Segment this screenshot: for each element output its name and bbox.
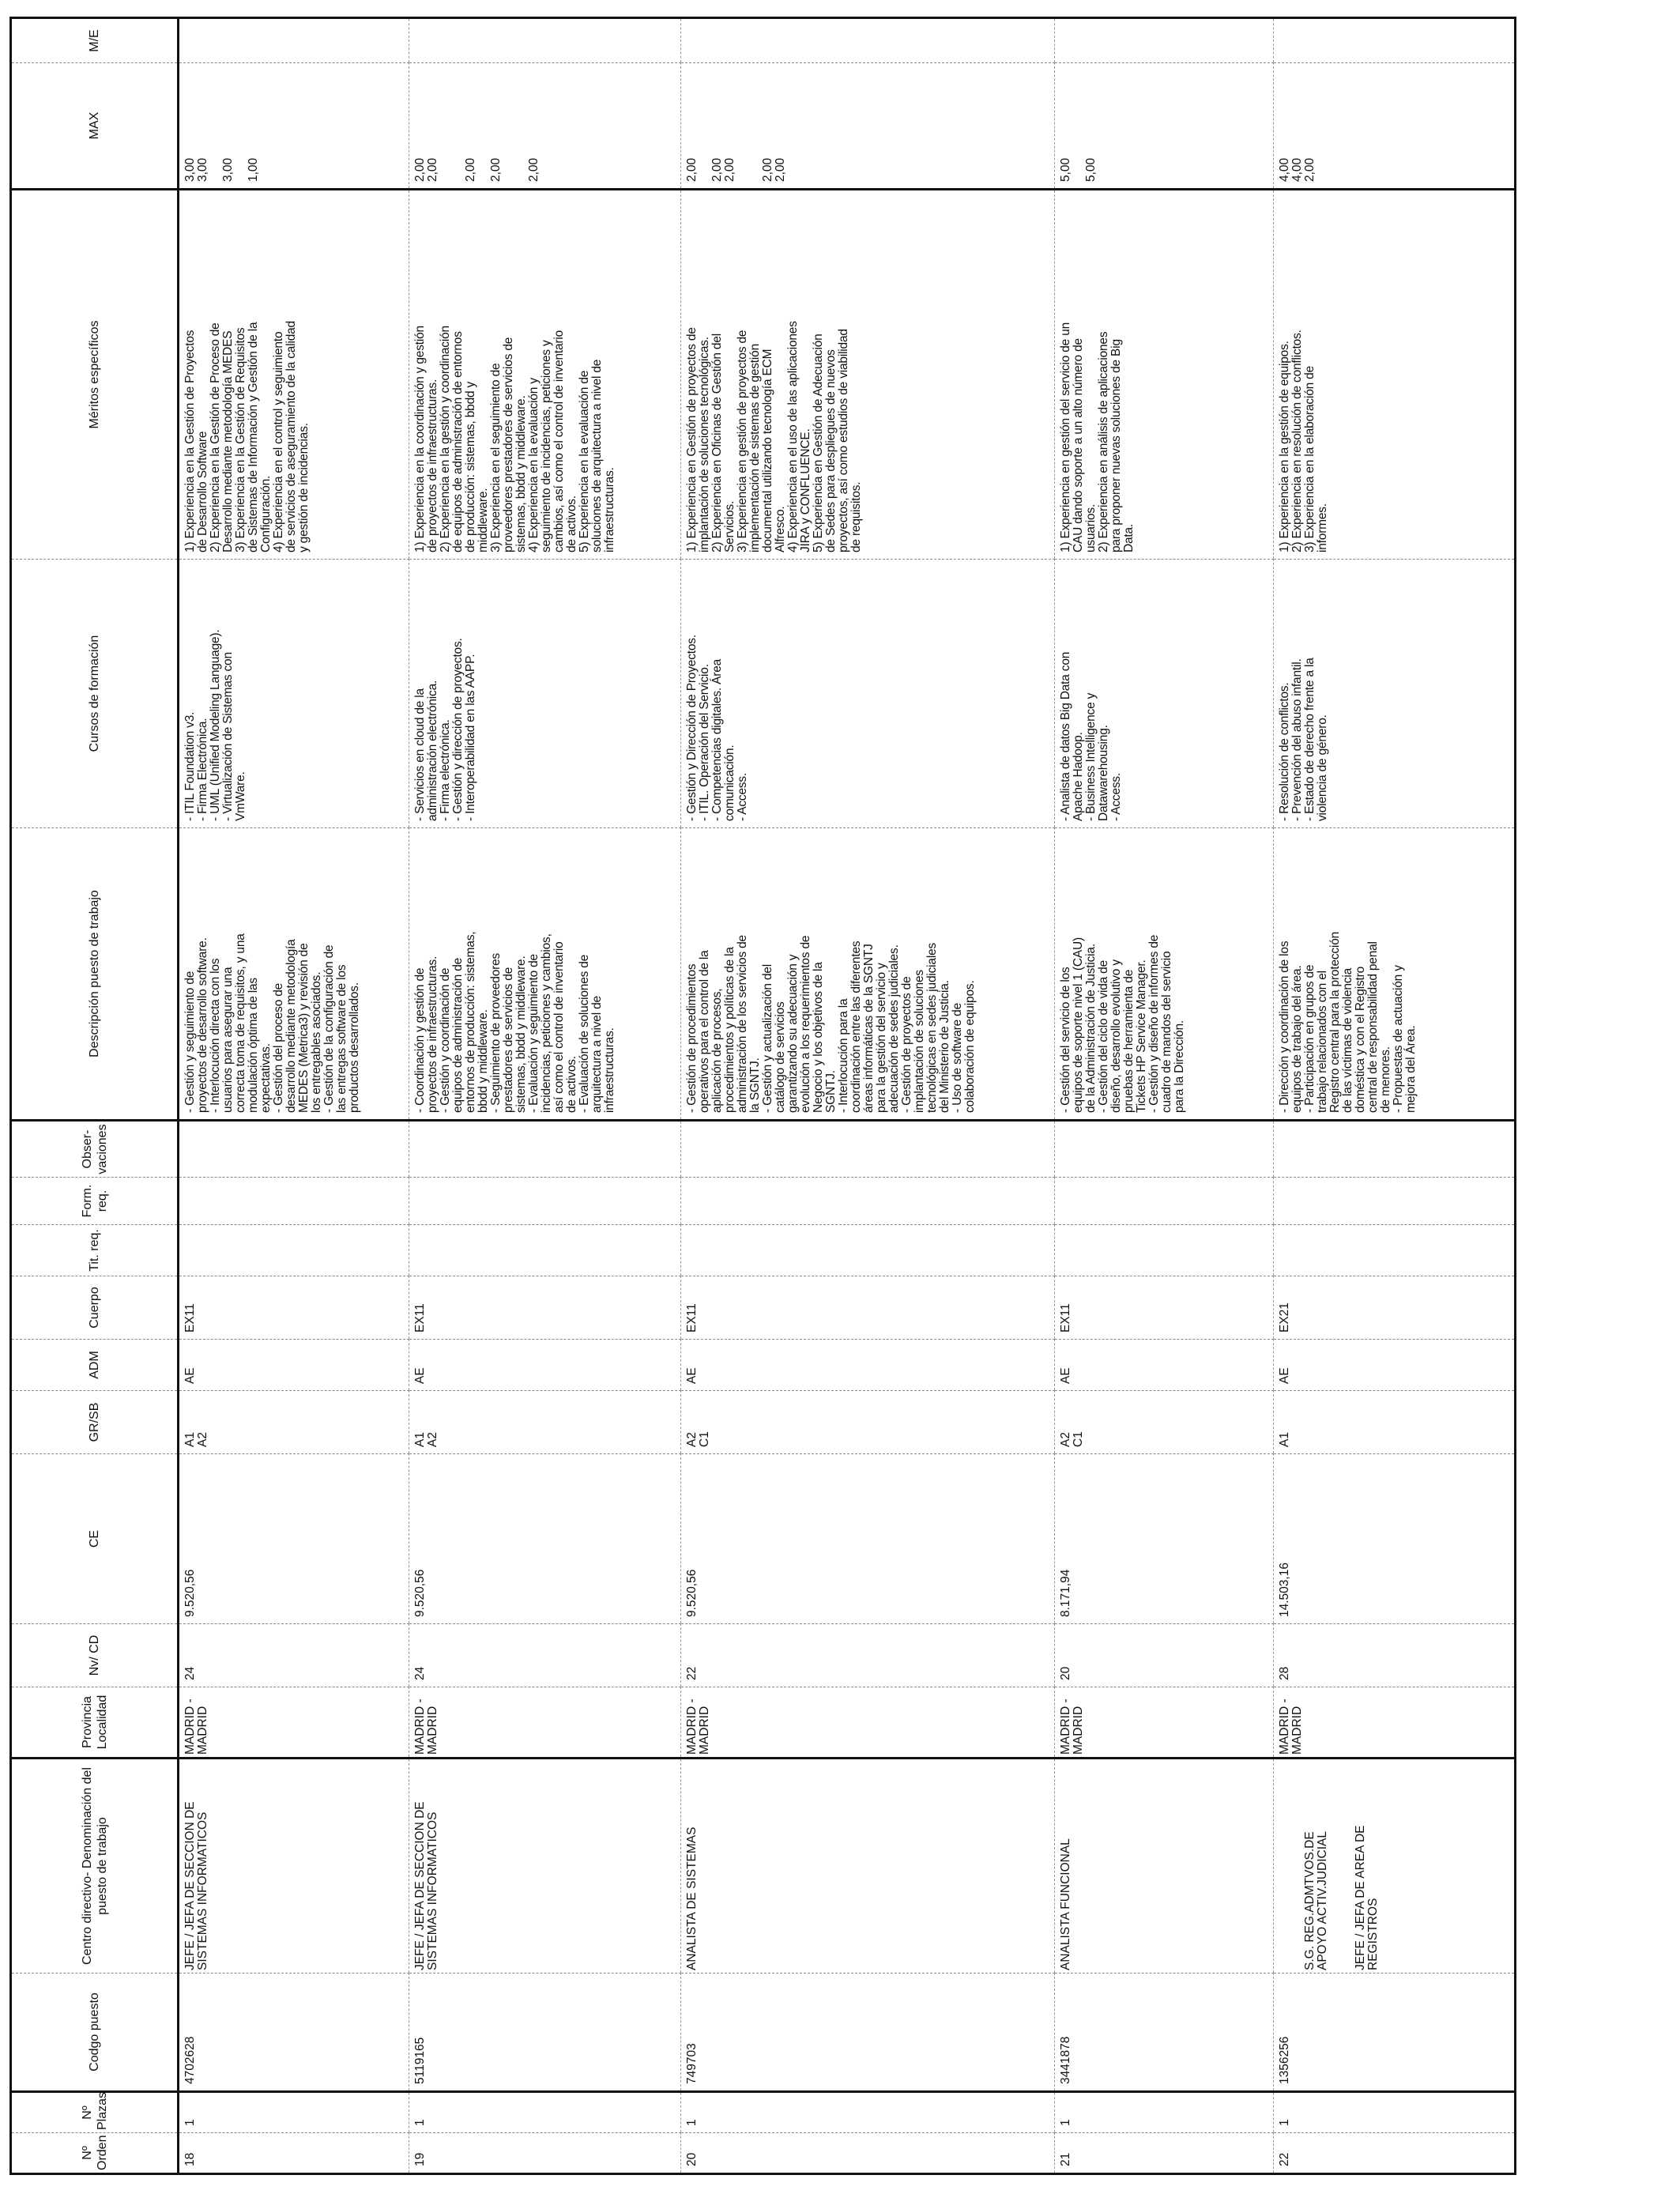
- header-orden: Nº Orden: [11, 2133, 179, 2174]
- cell-centro: JEFE / JEFA DE SECCION DE SISTEMAS INFORMATICOS: [179, 1759, 409, 1973]
- cell-ce: 9.520,56: [681, 1454, 1055, 1624]
- cell-ce: 14.503,16: [1274, 1454, 1516, 1624]
- cell-cuerpo: EX11: [409, 1276, 681, 1340]
- table-row: [1055, 18, 1274, 2174]
- cell-tit: [1274, 1225, 1516, 1276]
- cell-codigo: 3441878: [1055, 1973, 1274, 2092]
- header-tit: Tit. req.: [11, 1225, 179, 1276]
- cell-orden: 18: [179, 2133, 409, 2174]
- header-provincia: Provincia Localidad: [11, 1687, 179, 1759]
- cell-centro: JEFE / JEFA DE SECCION DE SISTEMAS INFORMATICOS: [409, 1759, 681, 1973]
- cell-descripcion: - Dirección y coordinación de los equipos de trabajo del área. - Participación en grupos de trabajo relacionados con el Registro central para la protección de las víctimas de violencia doméstica y con el Registro central de responsabilidad penal de menores. - Propuestas de actuación y mejora del Área.: [1274, 828, 1516, 1121]
- cell-me: [1055, 18, 1274, 63]
- cell-nivel: 22: [681, 1624, 1055, 1687]
- cell-obs: [1055, 1121, 1274, 1178]
- cell-obs: [179, 1121, 409, 1178]
- cell-codigo: 749703: [681, 1973, 1055, 2092]
- cell-tit: [681, 1225, 1055, 1276]
- cell-nivel: 24: [179, 1624, 409, 1687]
- cell-descripcion: - Gestión y seguimiento de proyectos de desarrollo software. - Interlocución directa con los usuarios para asegurar una correcta toma de requisitos, y una modulación óptima de las expectativas. - Gestión del proceso de desarrollo mediante metodología MEDES (Metrica3) y revisión de los entregables asociados. - Gestión de la configuración de las entregas software de los productos desarrollados.: [179, 828, 409, 1121]
- cell-tit: [179, 1225, 409, 1276]
- cell-adm: AE: [1274, 1340, 1516, 1391]
- cell-grupo: A2 C1: [1055, 1391, 1274, 1454]
- cell-cursos: - Servicios en cloud de la administración electrónica. - Firma electrónica. - Gestión y dirección de proyectos. - Interoperabilidad en las AAPP.: [409, 560, 681, 828]
- header-adm: ADM: [11, 1340, 179, 1391]
- cell-ce: 8.171,94: [1055, 1454, 1274, 1624]
- header-cursos: Cursos de formación: [11, 560, 179, 828]
- cell-descripcion: - Gestión de procedimientos operativos para el control de la aplicación de procesos, procedimientos y políticas de la administración de los servicios de la SGNTJ. - Gestión y actualización del catálogo de servicios garantizando su adecuación y evolución a los requerimientos de Negocio y los objetivos de la SGNTJ. - Interlocución para la coordinación entre las diferentes áreas informáticas de la SGNTJ para la gestión del servicio y adecuación de sedes judiciales. - Gestión de proyectos de implantación de soluciones tecnológicas en sedes judiciales del Ministerio de Justicia. - Uso de software de colaboración de equipos.: [681, 828, 1055, 1121]
- header-plazas: Nº Plazas: [11, 2092, 179, 2133]
- cell-max: 4,00 4,00 2,00: [1274, 63, 1516, 190]
- cell-cursos: - Resolución de conflictos. - Prevención del abuso infantil. - Estado de derecho frente a la violencia de género.: [1274, 560, 1516, 828]
- cell-plazas: 1: [1274, 2092, 1516, 2133]
- cell-cuerpo: EX21: [1274, 1276, 1516, 1340]
- header-cuerpo: Cuerpo: [11, 1276, 179, 1340]
- cell-plazas: 1: [179, 2092, 409, 2133]
- cell-obs: [409, 1121, 681, 1178]
- cell-form: [179, 1178, 409, 1225]
- cell-meritos: 1) Experiencia en la Gestión de Proyectos de Desarrollo Software 2) Experiencia en la Gestión de Proceso de Desarrollo mediante metodología MEDES 3) Experiencia en la Gestión de Requisitos de Sistemas de Información y Gestión de la Configuración. 4) Experiencia en el control y seguimiento de servicios de aseguramiento de la calidad y gestión de incidencias.: [179, 190, 409, 560]
- header-meritos: Méritos específicos: [11, 190, 179, 560]
- cell-form: [1274, 1178, 1516, 1225]
- cell-form: [1055, 1178, 1274, 1225]
- cell-meritos: 1) Experiencia en la coordinación y gestión de proyectos de infraestructuras. 2) Experiencia en la gestión y coordinación de equipos de administración de entornos de producción: sistemas, bbdd y middleware. 3) Experiencia en el seguimiento de proveedores prestadores de servicios de sistemas, bbdd y middleware. 4) Experiencia en la evaluación y seguimiento de incidencias, peticiones y cambios, así como el control de inventario de activos. 5) Experiencia en la evaluación de soluciones de arquitectura a nivel de infraestructuras.: [409, 190, 681, 560]
- cell-centro: ANALISTA FUNCIONAL: [1055, 1759, 1274, 1973]
- cell-cursos: - Gestión y Dirección de Proyectos. - ITIL. Operación del Servicio. - Competencias digitales. Área comunicación. - Access.: [681, 560, 1055, 828]
- cell-max: 2,00 2,00 2,00 2,00 2,00: [409, 63, 681, 190]
- cell-grupo: A2 C1: [681, 1391, 1055, 1454]
- cell-cuerpo: EX11: [1055, 1276, 1274, 1340]
- table-row: [179, 18, 409, 2174]
- positions-table: [9, 17, 1516, 2175]
- cell-me: [179, 18, 409, 63]
- header-codigo: Codgo puesto: [11, 1973, 179, 2092]
- cell-meritos: 1) Experiencia en gestión del servicio de un CAU dando soporte a un alto número de usuarios. 2) Experiencia en análisis de aplicaciones para proponer nuevas soluciones de Big Data.: [1055, 190, 1274, 560]
- cell-grupo: A1 A2: [179, 1391, 409, 1454]
- cell-nivel: 20: [1055, 1624, 1274, 1687]
- cell-cuerpo: EX11: [179, 1276, 409, 1340]
- cell-unit: S.G. REG.ADMTVOS.DE APOYO ACTIV.JUDICIAL: [1303, 1830, 1329, 1970]
- header-me: M/E: [11, 18, 179, 63]
- cell-codigo: 1356256: [1274, 1973, 1516, 2092]
- cell-descripcion: - Gestión del servicio de los equipos de soporte nivel 1 (CAU) de la Administración de Justicia. - Gestión del ciclo de vida de diseño, desarrollo evolutivo y pruebas de herramienta de Tickets HP Service Manager. - Gestión y diseño de informes de cuadro de mandos del servicio para la Dirección.: [1055, 828, 1274, 1121]
- cell-plazas: 1: [1055, 2092, 1274, 2133]
- cell-orden: 21: [1055, 2133, 1274, 2174]
- cell-centro: JEFE / JEFA DE AREA DE REGISTROS: [1354, 1825, 1380, 1970]
- cell-cursos: - ITIL Foundation v3. - Firma Electrónica. - UML (Unified Modeling Language). - Virtualización de Sistemas con VmWare.: [179, 560, 409, 828]
- cell-provincia: MADRID - MADRID: [179, 1687, 409, 1759]
- cell-cuerpo: EX11: [681, 1276, 1055, 1340]
- cell-provincia: MADRID - MADRID: [1274, 1687, 1516, 1759]
- header-grupo: GR/SB: [11, 1391, 179, 1454]
- cell-adm: AE: [409, 1340, 681, 1391]
- cell-meritos: 1) Experiencia en la gestión de equipos. 2) Experiencia en resolución de conflictos. 3) Experiencia en la elaboración de informes.: [1274, 190, 1516, 560]
- cell-grupo: A1: [1274, 1391, 1516, 1454]
- cell-plazas: 1: [681, 2092, 1055, 2133]
- cell-cursos: - Analista de datos Big Data con Apache Hadoop. - Business Intelligence y Datawarehousing. - Access.: [1055, 560, 1274, 828]
- cell-adm: AE: [1055, 1340, 1274, 1391]
- header-max: MAX: [11, 63, 179, 190]
- cell-codigo: 5119165: [409, 1973, 681, 2092]
- cell-plazas: 1: [409, 2092, 681, 2133]
- cell-descripcion: - Coordinación y gestión de proyectos de infraestructuras. - Gestión y coordinación de equipos de administración de entornos de producción: sistemas, bbdd y middleware. - Seguimiento de proveedores prestadores de servicios de sistemas, bbdd y middleware. - Evaluación y seguimiento de incidencias, peticiones y cambios, así como el control de inventario de activos. - Evaluación de soluciones de arquitectura a nivel de infraestructuras.: [409, 828, 681, 1121]
- cell-centro-block: [1274, 1759, 1516, 1973]
- cell-orden: 20: [681, 2133, 1055, 2174]
- cell-obs: [681, 1121, 1055, 1178]
- cell-adm: AE: [179, 1340, 409, 1391]
- cell-centro: ANALISTA DE SISTEMAS: [681, 1759, 1055, 1973]
- header-centro: Centro directivo- Denominación del puesto de trabajo: [11, 1759, 179, 1973]
- cell-grupo: A1 A2: [409, 1391, 681, 1454]
- header-ce: CE: [11, 1454, 179, 1624]
- cell-provincia: MADRID - MADRID: [1055, 1687, 1274, 1759]
- cell-max: 5,00 5,00: [1055, 63, 1274, 190]
- cell-form: [409, 1178, 681, 1225]
- cell-adm: AE: [681, 1340, 1055, 1391]
- cell-orden: 22: [1274, 2133, 1516, 2174]
- cell-form: [681, 1178, 1055, 1225]
- cell-meritos: 1) Experiencia en Gestión de proyectos de implantación de soluciones tecnológicas. 2) Experiencia en Oficinas de Gestión del Servicios. 3) Experiencia en gestión de proyectos de implementación de sistemas de gestión documental utilizando tecnología ECM Alfresco. 4) Experiencia en el uso de las aplicaciones JIRA y CONFLUENCE. 5) Experiencia en Gestión de Adecuación de Sedes para despliegues de nuevos proyectos, así como estudios de viabilidad de requisitos.: [681, 190, 1055, 560]
- header-row: [11, 18, 179, 2174]
- cell-tit: [409, 1225, 681, 1276]
- cell-me: [1274, 18, 1516, 63]
- cell-orden: 19: [409, 2133, 681, 2174]
- cell-codigo: 4702628: [179, 1973, 409, 2092]
- cell-max: 2,00 2,00 2,00 2,00 2,00: [681, 63, 1055, 190]
- cell-me: [681, 18, 1055, 63]
- table-row: [1274, 18, 1516, 2174]
- cell-me: [409, 18, 681, 63]
- cell-obs: [1274, 1121, 1516, 1178]
- cell-ce: 9.520,56: [179, 1454, 409, 1624]
- table-row: [409, 18, 681, 2174]
- cell-nivel: 24: [409, 1624, 681, 1687]
- cell-tit: [1055, 1225, 1274, 1276]
- header-obs: Obser- vaciones: [11, 1121, 179, 1178]
- header-descripcion: Descripción puesto de trabajo: [11, 828, 179, 1121]
- cell-max: 3,00 3,00 3,00 1,00: [179, 63, 409, 190]
- header-nivel: Nv/ CD: [11, 1624, 179, 1687]
- cell-provincia: MADRID - MADRID: [681, 1687, 1055, 1759]
- header-form: Form. req.: [11, 1178, 179, 1225]
- cell-nivel: 28: [1274, 1624, 1516, 1687]
- cell-ce: 9.520,56: [409, 1454, 681, 1624]
- cell-provincia: MADRID - MADRID: [409, 1687, 681, 1759]
- table-row: [681, 18, 1055, 2174]
